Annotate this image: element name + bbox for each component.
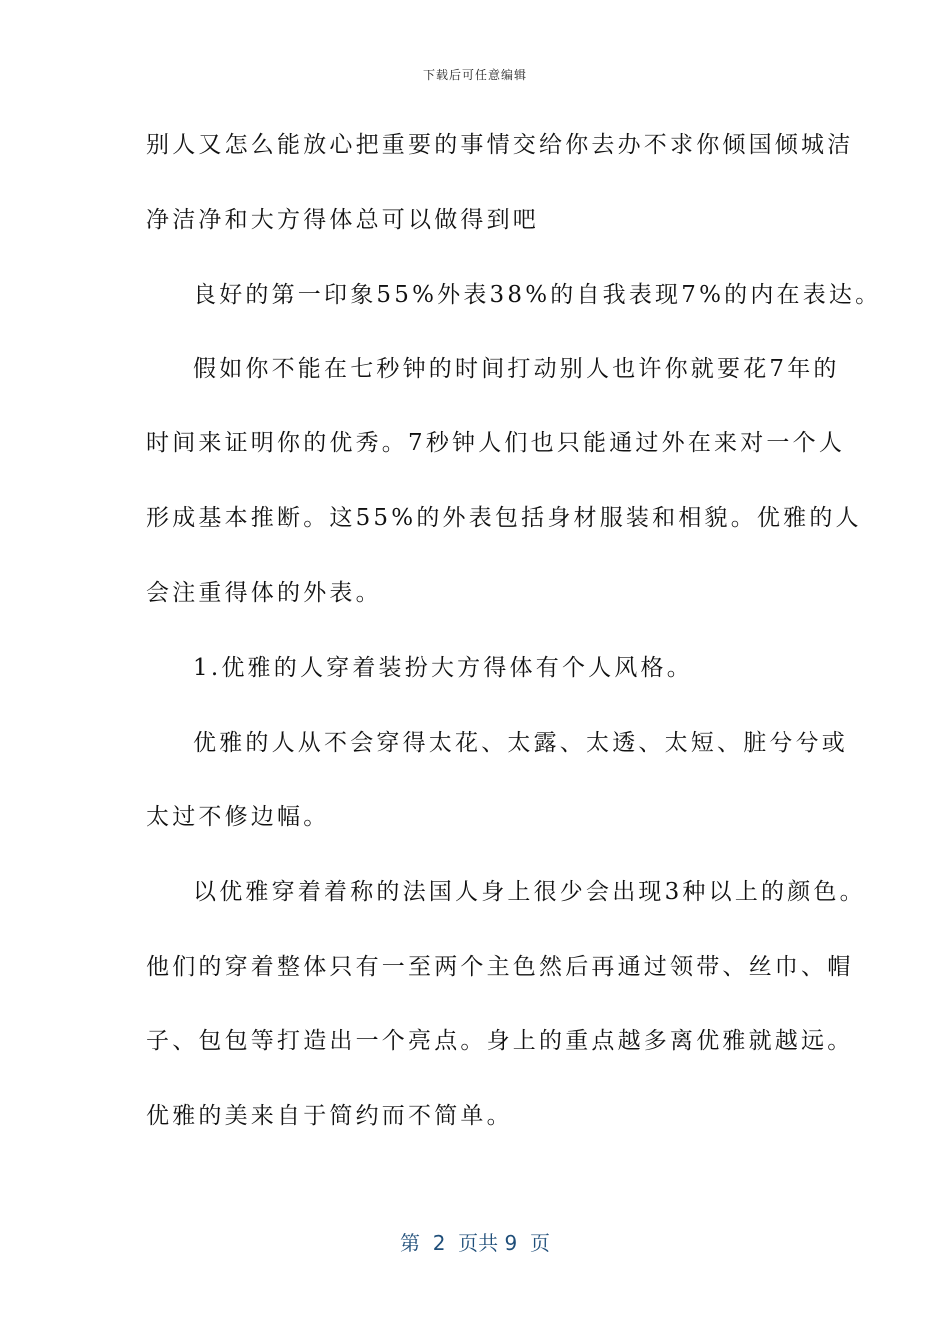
paragraph-line: 他们的穿着整体只有一至两个主色然后再通过领带、丝巾、帽 [146,954,854,980]
paragraph-line: 净洁净和大方得体总可以做得到吧 [146,207,539,233]
paragraph-line: 良好的第一印象55%外表38%的自我表现7%的内在表达。 [193,282,882,308]
paragraph-line: 会注重得体的外表。 [146,580,382,606]
paragraph-line: 时间来证明你的优秀。7秒钟人们也只能通过外在来对一个人 [146,430,846,456]
paragraph-line: 优雅的人从不会穿得太花、太露、太透、太短、脏兮兮或 [193,730,848,756]
paragraph-line: 1.优雅的人穿着装扮大方得体有个人风格。 [193,655,693,681]
paragraph-line: 别人又怎么能放心把重要的事情交给你去办不求你倾国倾城洁 [146,132,854,158]
paragraph-line: 以优雅穿着着称的法国人身上很少会出现3种以上的颜色。 [193,879,866,905]
paragraph-line: 形成基本推断。这55%的外表包括身材服装和相貌。优雅的人 [146,505,862,531]
paragraph-line: 优雅的美来自于简约而不简单。 [146,1103,513,1129]
paragraph-line: 太过不修边幅。 [146,804,330,830]
page-number-footer: 第 2 页共 9 页 [400,1231,550,1255]
paragraph-line: 假如你不能在七秒钟的时间打动别人也许你就要花7年的 [193,356,840,382]
page-header: 下载后可任意编辑 [422,68,527,82]
paragraph-line: 子、包包等打造出一个亮点。身上的重点越多离优雅就越远。 [146,1028,854,1054]
